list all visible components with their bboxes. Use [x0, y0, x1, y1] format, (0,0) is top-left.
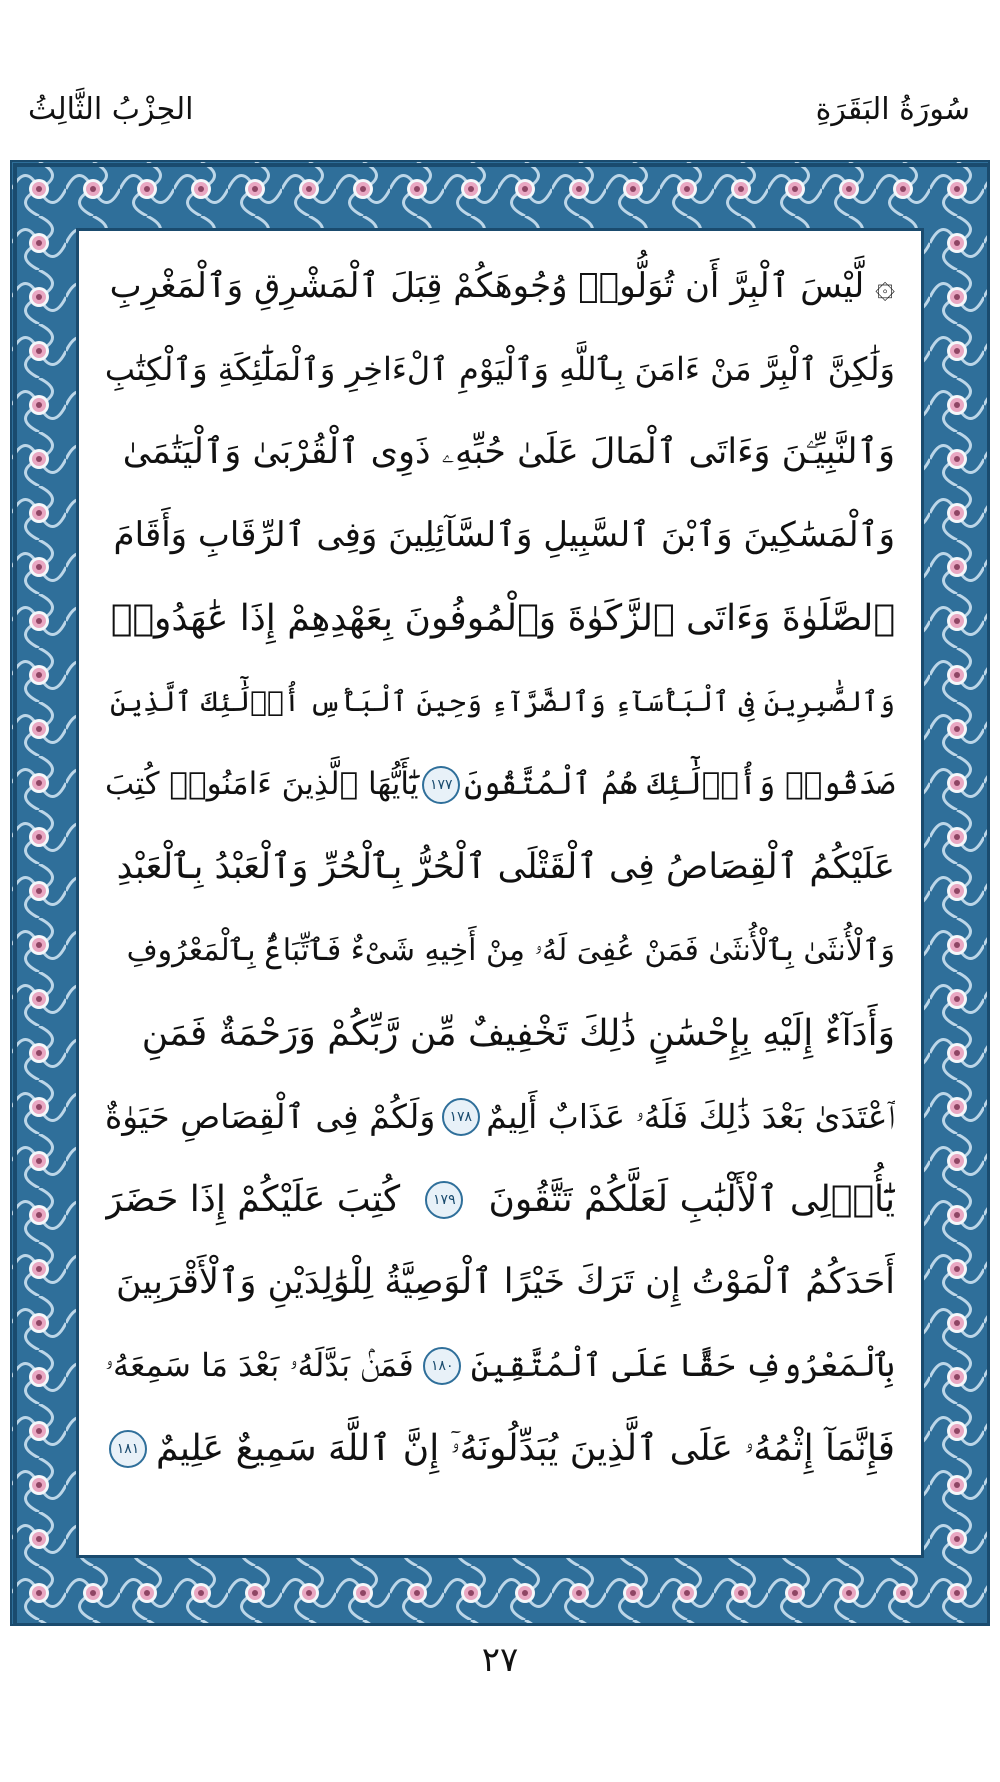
ayah-marker: ١٨٠ — [423, 1347, 461, 1385]
verse-line-6: وَٱلصَّٰبِرِينَ فِى ٱلْبَأْسَآءِ وَٱلضَّرَّآءِ وَحِينَ ٱلْبَأْسِ أُو۟لَٰٓئِكَ ٱلَّذِينَ — [110, 685, 895, 718]
ayah-marker: ١٨١ — [109, 1430, 147, 1468]
ayah-marker: ١٧٨ — [442, 1098, 480, 1136]
hizb-name: الحِزْبُ الثَّالِثُ — [28, 92, 194, 127]
ayah-marker: ١٧٧ — [422, 766, 460, 804]
verse-line-1: ۞ لَّيْسَ ٱلْبِرَّ أَن تُوَلُّوا۟ وُجُوهَكُمْ قِبَلَ ٱلْمَشْرِقِ وَٱلْمَغْرِبِ — [109, 266, 895, 306]
verse-line-10: وَأَدَآءٌ إِلَيْهِ بِإِحْسَٰنٍ ذَٰلِكَ تَخْفِيفٌ مِّن رَّبِّكُمْ وَرَحْمَةٌ فَمَنِ — [141, 1013, 895, 1054]
verse-line-7: صَدَقُوا۟ وَأُو۟لَٰٓئِكَ هُمُ ٱلْمُتَّقُونَ ١٧٧ يَٰٓأَيُّهَا ٱلَّذِينَ ءَامَنُوا۟ كُتِبَ — [105, 766, 895, 802]
verse-line-3: وَٱلنَّبِيِّـۧنَ وَءَاتَى ٱلْمَالَ عَلَىٰ حُبِّهِۦ ذَوِى ٱلْقُرْبَىٰ وَٱلْيَتَٰمَىٰ — [122, 432, 895, 472]
verse-lines — [79, 231, 921, 1555]
ayah-marker: ١٧٩ — [425, 1181, 463, 1219]
verse-line-8: عَلَيْكُمُ ٱلْقِصَاصُ فِى ٱلْقَتْلَى ٱلْحُرُّ بِٱلْحُرِّ وَٱلْعَبْدُ بِٱلْعَبْدِ — [116, 847, 895, 887]
verse-line-15: فَإِنَّمَآ إِثْمُهُۥ عَلَى ٱلَّذِينَ يُبَدِّلُونَهُۥٓ إِنَّ ٱللَّهَ سَمِيعٌ عَلِيمٌ ١٨١ — [105, 1407, 895, 1490]
verse-line-4: وَٱلْمَسَٰكِينَ وَٱبْنَ ٱلسَّبِيلِ وَٱلسَّآئِلِينَ وَفِى ٱلرِّقَابِ وَأَقَامَ — [113, 515, 895, 555]
surah-name: سُورَةُ البَقَرَةِ — [815, 92, 970, 127]
verse-line-5: ٱلصَّلَوٰةَ وَءَاتَى ٱلزَّكَوٰةَ وَٱلْمُوفُونَ بِعَهْدِهِمْ إِذَا عَٰهَدُوا۟ — [110, 598, 895, 639]
verse-line-11: ٱعْتَدَىٰ بَعْدَ ذَٰلِكَ فَلَهُۥ عَذَابٌ أَلِيمٌ ١٧٨ وَلَكُمْ فِى ٱلْقِصَاصِ حَيَوٰةٌ — [105, 1097, 895, 1136]
verse-panel — [76, 228, 924, 1558]
verse-line-14: بِٱلْمَعْرُوفِ حَقًّا عَلَى ٱلْمُتَّقِينَ ١٨٠ فَمَنۢ بَدَّلَهُۥ بَعْدَ مَا سَمِعَهُۥ — [105, 1346, 895, 1384]
verse-line-12: يَٰٓأُو۟لِى ٱلْأَلْبَٰبِ لَعَلَّكُمْ تَتَّقُونَ ١٧٩ كُتِبَ عَلَيْكُمْ إِذَا حَضَرَ — [105, 1179, 895, 1220]
verse-line-13: أَحَدَكُمُ ٱلْمَوْتُ إِن تَرَكَ خَيْرًا ٱلْوَصِيَّةُ لِلْوَٰلِدَيْنِ وَٱلْأَقْرَبِينَ — [116, 1262, 895, 1302]
ornamental-frame — [10, 160, 990, 1626]
page-header — [0, 92, 1000, 142]
page-number: ٢٧ — [481, 1640, 519, 1680]
verse-line-2: وَلَٰكِنَّ ٱلْبِرَّ مَنْ ءَامَنَ بِٱللَّهِ وَٱلْيَوْمِ ٱلْءَاخِرِ وَٱلْمَلَٰٓئِكَةِ وَٱلْكِتَٰبِ — [105, 350, 895, 388]
verse-line-9: وَٱلْأُنثَىٰ بِٱلْأُنثَىٰ فَمَنْ عُفِىَ لَهُۥ مِنْ أَخِيهِ شَىْءٌ فَٱتِّبَاعٌۢ بِٱلْمَعْرُوفِ — [126, 933, 895, 968]
